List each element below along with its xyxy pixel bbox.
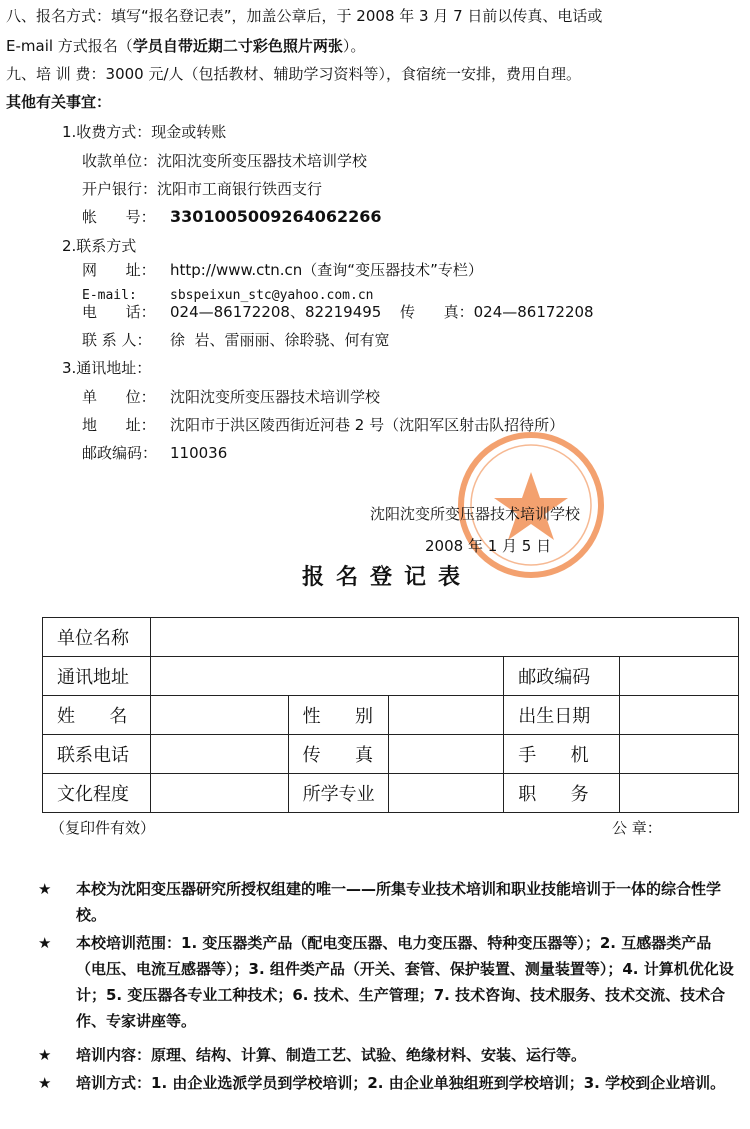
payee-label: 收款单位： bbox=[82, 152, 158, 170]
payee-row bbox=[82, 151, 367, 171]
account-label: 帐 号： bbox=[82, 208, 156, 226]
feature-text: 本校为沈阳变压器研究所授权组建的唯一——所集专业技术培训和职业技能培训于一体的综合性学校。 bbox=[76, 880, 722, 924]
street-label: 地 址： bbox=[82, 416, 156, 434]
position-field[interactable] bbox=[620, 774, 739, 813]
mobile-field[interactable] bbox=[620, 735, 739, 774]
table-row bbox=[43, 696, 739, 735]
phone-value: 024—86172208、82219495 bbox=[170, 303, 382, 321]
unit-value: 沈阳沈变所变压器技术培训学校 bbox=[170, 388, 381, 406]
address-label: 通讯地址 bbox=[43, 657, 151, 696]
star-icon: ★ bbox=[38, 1074, 52, 1092]
position-label: 职 务 bbox=[504, 774, 620, 813]
phone-label: 联系电话 bbox=[43, 735, 151, 774]
email-label: E-mail: bbox=[82, 288, 137, 303]
registration-method-suffix: ）。 bbox=[342, 37, 366, 55]
registration-method-prefix: E-mail 方式报名（ bbox=[6, 37, 133, 55]
phone-row bbox=[82, 302, 381, 322]
education-label: 文化程度 bbox=[43, 774, 151, 813]
table-row bbox=[43, 657, 739, 696]
feature-text: 培训内容：原理、结构、计算、制造工艺、试验、绝缘材料、安装、运行等。 bbox=[76, 1046, 587, 1064]
fax-label: 传 真 bbox=[288, 735, 388, 774]
fax-label: 传 真： bbox=[400, 303, 474, 321]
unit-name-field[interactable] bbox=[150, 618, 738, 657]
major-field[interactable] bbox=[388, 774, 504, 813]
birth-date-field[interactable] bbox=[620, 696, 739, 735]
education-field[interactable] bbox=[150, 774, 288, 813]
registration-method-line-2 bbox=[6, 36, 365, 56]
official-seal-label: 公 章： bbox=[612, 819, 662, 837]
street-value: 沈阳市于洪区陵西街近河巷 2 号（沈阳军区射击队招待所） bbox=[170, 416, 565, 434]
star-icon: ★ bbox=[38, 880, 52, 898]
email-value[interactable]: sbspeixun_stc@yahoo.com.cn bbox=[170, 288, 374, 303]
signature-date: 2008 年 1 月 5 日 bbox=[425, 537, 552, 555]
fax-row bbox=[400, 302, 594, 322]
copy-valid-note: （复印件有效） bbox=[50, 819, 156, 837]
table-row bbox=[43, 618, 739, 657]
account-value: 3301005009264062266 bbox=[170, 207, 382, 226]
account-row bbox=[82, 207, 382, 227]
unit-name-label: 单位名称 bbox=[43, 618, 151, 657]
phone-label: 电 话： bbox=[82, 303, 156, 321]
feature-text: 培训方式：1. 由企业选派学员到学校培训；2. 由企业单独组班到学校培训；3. 学校到企业培训。 bbox=[76, 1074, 726, 1092]
contact-person-value: 徐 岩、雷丽丽、徐聆骁、何有宽 bbox=[170, 331, 390, 349]
registration-form-table bbox=[42, 617, 739, 813]
gender-label: 性 别 bbox=[288, 696, 388, 735]
form-title: 报名登记表 bbox=[302, 565, 473, 590]
name-field[interactable] bbox=[150, 696, 288, 735]
contact-person-row bbox=[82, 330, 390, 350]
zip-row bbox=[82, 443, 227, 463]
address-field[interactable] bbox=[150, 657, 503, 696]
web-label: 网 址： bbox=[82, 261, 156, 279]
zip-code-field[interactable] bbox=[620, 657, 739, 696]
feature-item bbox=[38, 876, 738, 928]
signature-school: 沈阳沈变所变压器技术培训学校 bbox=[370, 505, 581, 523]
feature-item bbox=[38, 1042, 738, 1068]
bank-label: 开户银行： bbox=[82, 180, 158, 198]
feature-text: 本校培训范围：1. 变压器类产品（配电变压器、电力变压器、特种变压器等）；2. 互感器类产品（电压、电流互感器等）；3. 组件类产品（开关、套管、保护装置、测量装置等）；4. 计算机优化设计；5. 变压器各专业工种技术；6. 技术、生产管理；7. 技术咨询、技术服务、技术交流、技术合作、专家讲座等。 bbox=[76, 934, 734, 1030]
bank-value: 沈阳市工商银行铁西支行 bbox=[157, 180, 323, 198]
birth-date-label: 出生日期 bbox=[504, 696, 620, 735]
table-row bbox=[43, 735, 739, 774]
photo-requirement: 学员自带近期二寸彩色照片两张 bbox=[132, 37, 343, 55]
phone-field[interactable] bbox=[150, 735, 288, 774]
star-icon: ★ bbox=[38, 934, 52, 952]
web-value[interactable]: http://www.ctn.cn（查询“变压器技术”专栏） bbox=[170, 261, 483, 279]
web-row bbox=[82, 260, 483, 280]
star-icon: ★ bbox=[38, 1046, 52, 1064]
payment-heading: 1.收费方式：现金或转账 bbox=[62, 123, 227, 141]
unit-row bbox=[82, 387, 380, 407]
fax-field[interactable] bbox=[388, 735, 504, 774]
unit-label: 单 位： bbox=[82, 388, 156, 406]
other-matters-heading: 其他有关事宜： bbox=[6, 93, 112, 111]
feature-item bbox=[38, 1070, 738, 1096]
mobile-label: 手 机 bbox=[504, 735, 620, 774]
registration-method-line: 八、报名方式：填写“报名登记表”，加盖公章后，于 2008 年 3 月 7 日前以传真、电话或 bbox=[6, 7, 603, 25]
address-heading: 3.通讯地址： bbox=[62, 359, 152, 377]
payee-value: 沈阳沈变所变压器技术培训学校 bbox=[157, 152, 368, 170]
fax-value: 024—86172208 bbox=[473, 303, 594, 321]
table-row bbox=[43, 774, 739, 813]
zip-label: 邮政编码： bbox=[82, 444, 158, 462]
gender-field[interactable] bbox=[388, 696, 504, 735]
zip-value: 110036 bbox=[170, 444, 228, 462]
major-label: 所学专业 bbox=[288, 774, 388, 813]
contact-heading: 2.联系方式 bbox=[62, 237, 137, 255]
bank-row bbox=[82, 179, 322, 199]
name-label: 姓 名 bbox=[43, 696, 151, 735]
zip-code-label: 邮政编码 bbox=[504, 657, 620, 696]
contact-person-label: 联 系 人： bbox=[82, 331, 152, 349]
feature-item bbox=[38, 930, 738, 1034]
training-fee-line: 九、培 训 费：3000 元/人（包括教材、辅助学习资料等），食宿统一安排，费用自理。 bbox=[6, 65, 582, 83]
email-row bbox=[82, 284, 374, 303]
